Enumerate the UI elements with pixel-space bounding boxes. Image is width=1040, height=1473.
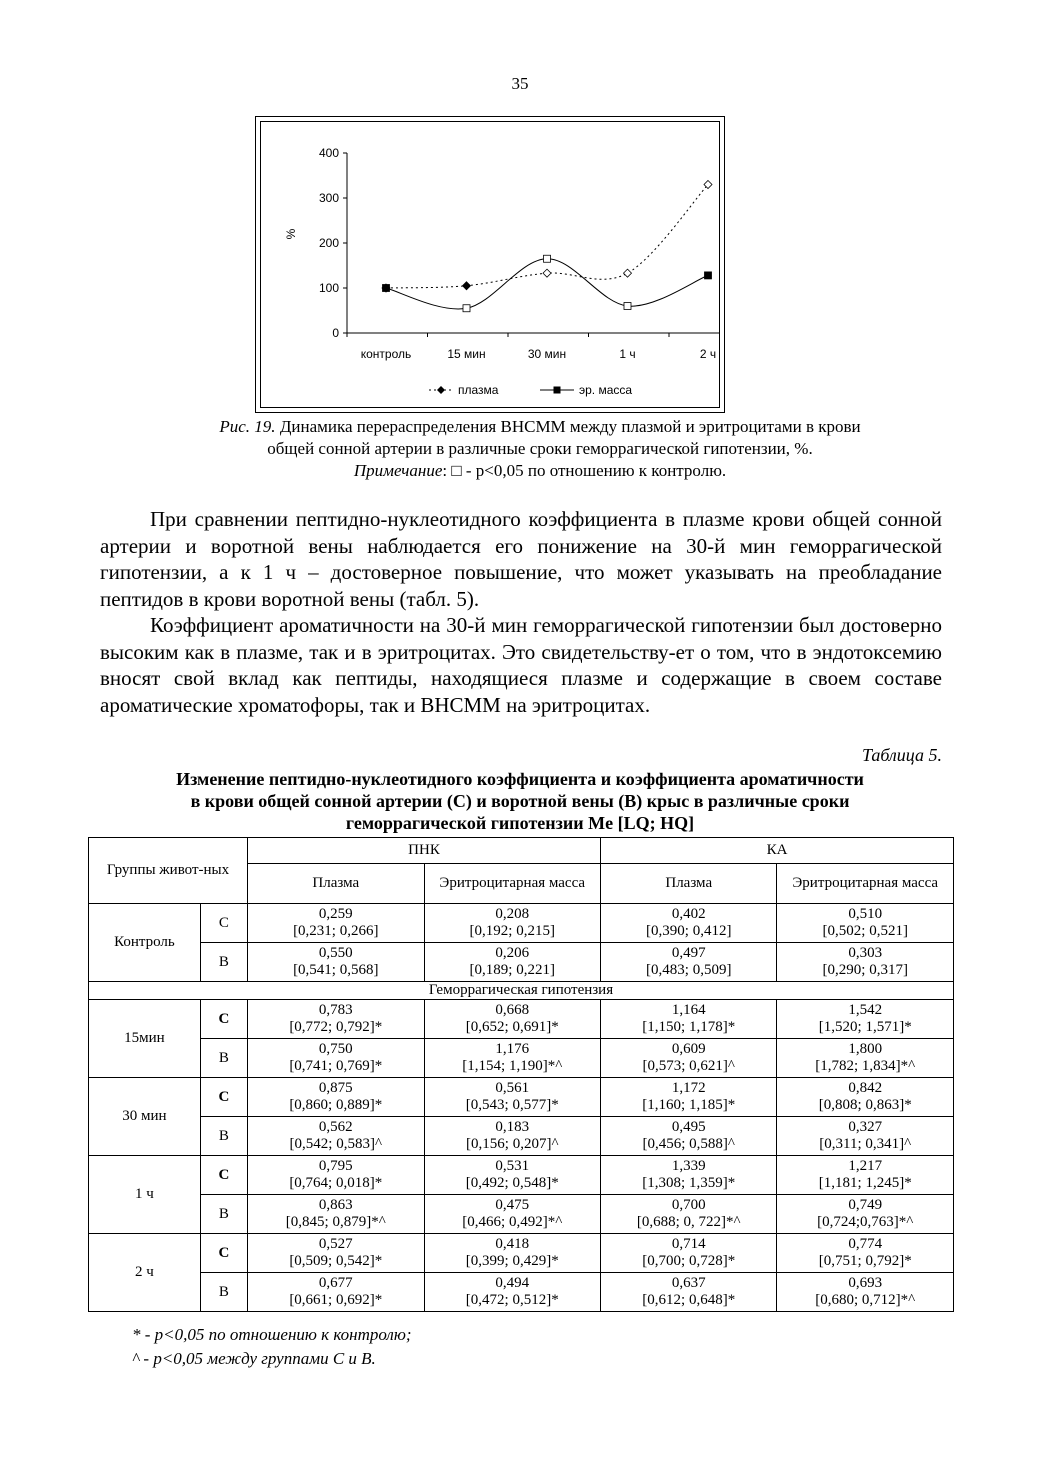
figure-frame <box>255 116 725 413</box>
median-value: 1,339 <box>671 1158 706 1174</box>
quartile-range: [0,466; 0,492]*^ <box>462 1214 563 1230</box>
value-cell <box>777 1234 954 1273</box>
median-value: 0,875 <box>318 1080 353 1096</box>
value-cell <box>777 1000 954 1039</box>
table-row <box>89 1273 954 1312</box>
footnote-2: ^ - p<0,05 между группами С и В. <box>132 1349 376 1368</box>
data-point-erythro <box>383 285 390 292</box>
subgroup-label: В <box>200 943 247 982</box>
header-ka-plasma: Плазма <box>601 864 777 904</box>
median-value: 0,749 <box>848 1197 883 1213</box>
value-cell <box>424 1117 600 1156</box>
table-title-line: геморрагической гипотензии Me [LQ; HQ] <box>345 813 695 833</box>
median-value: 0,609 <box>671 1041 706 1057</box>
quartile-range: [0,680; 0,712]*^ <box>815 1292 916 1308</box>
value-cell <box>424 1234 600 1273</box>
value-cell <box>424 1156 600 1195</box>
figure-label: Рис. 19. <box>219 417 276 436</box>
data-point-erythro <box>544 255 551 262</box>
value-cell <box>248 904 424 943</box>
median-value: 0,714 <box>671 1236 706 1252</box>
section-label: Геморрагическая гипотензия <box>89 982 954 1000</box>
median-value: 0,475 <box>495 1197 530 1213</box>
value-cell <box>601 1039 777 1078</box>
value-cell <box>777 1078 954 1117</box>
quartile-range: [0,492; 0,548]* <box>465 1175 559 1191</box>
header-ka-erythro: Эритроцитарная масса <box>777 864 954 904</box>
median-value: 0,693 <box>848 1275 883 1291</box>
median-value: 0,668 <box>495 1002 530 1018</box>
value-cell <box>777 1195 954 1234</box>
subgroup-label: В <box>200 1117 247 1156</box>
median-value: 1,176 <box>495 1041 530 1057</box>
subgroup-label: С <box>200 904 247 943</box>
median-value: 1,217 <box>848 1158 883 1174</box>
quartile-range: [0,542; 0,583]^ <box>289 1136 382 1152</box>
median-value: 0,750 <box>318 1041 353 1057</box>
median-value: 1,164 <box>671 1002 706 1018</box>
quartile-range: [0,399; 0,429]* <box>465 1253 559 1269</box>
header-pnk-erythro: Эритроцитарная масса <box>424 864 600 904</box>
quartile-range: [0,189; 0,221] <box>469 962 555 978</box>
median-value: 0,183 <box>495 1119 530 1135</box>
quartile-range: [1,160; 1,185]* <box>642 1097 736 1113</box>
median-value: 1,800 <box>848 1041 883 1057</box>
value-cell <box>424 1273 600 1312</box>
subgroup-label: В <box>200 1039 247 1078</box>
median-value: 0,527 <box>318 1236 353 1252</box>
value-cell <box>777 943 954 982</box>
median-value: 0,510 <box>848 906 883 922</box>
quartile-range: [1,154; 1,190]*^ <box>462 1058 563 1074</box>
quartile-range: [1,150; 1,178]* <box>642 1019 736 1035</box>
data-point-erythro <box>463 305 470 312</box>
x-tick-label: контроль <box>360 347 412 361</box>
value-cell <box>601 943 777 982</box>
quartile-range: [0,751; 0,792]* <box>818 1253 912 1269</box>
median-value: 0,259 <box>318 906 353 922</box>
data-point-plasma <box>624 269 632 277</box>
table-row <box>89 1195 954 1234</box>
y-tick-label: 400 <box>318 146 339 160</box>
value-cell <box>424 943 600 982</box>
header-pnk-plasma: Плазма <box>248 864 424 904</box>
figure-note-text: : □ - р<0,05 по отношению к контролю. <box>442 461 727 480</box>
value-cell <box>248 1234 424 1273</box>
legend-label-erythro: эр. масса <box>579 383 633 397</box>
data-point-erythro <box>624 303 631 310</box>
quartile-range: [1,308; 1,359]* <box>642 1175 736 1191</box>
table-row <box>89 1117 954 1156</box>
data-point-plasma <box>543 269 551 277</box>
quartile-range: [0,156; 0,207]^ <box>466 1136 559 1152</box>
quartile-range: [0,612; 0,648]* <box>642 1292 736 1308</box>
quartile-range: [0,661; 0,692]* <box>289 1292 383 1308</box>
table-row <box>89 904 954 943</box>
value-cell <box>601 1000 777 1039</box>
value-cell <box>248 1000 424 1039</box>
quartile-range: [1,520; 1,571]* <box>818 1019 912 1035</box>
quartile-range: [0,502; 0,521] <box>822 923 908 939</box>
x-tick-label: 30 мин <box>527 347 567 361</box>
value-cell <box>777 1273 954 1312</box>
legend-label-plasma: плазма <box>458 383 499 397</box>
series-line-erythro <box>386 259 708 309</box>
value-cell <box>424 1195 600 1234</box>
header-groups: Группы живот-ных <box>89 838 248 904</box>
quartile-range: [0,688; 0, 722]*^ <box>636 1214 741 1230</box>
legend-marker-plasma <box>437 386 445 394</box>
table-row <box>89 1078 954 1117</box>
data-point-plasma <box>463 282 471 290</box>
quartile-range: [0,724;0,763]*^ <box>817 1214 914 1230</box>
value-cell <box>601 1234 777 1273</box>
legend-marker-erythro <box>554 387 561 394</box>
median-value: 0,208 <box>495 906 530 922</box>
quartile-range: [0,808; 0,863]* <box>818 1097 912 1113</box>
quartile-range: [0,231; 0,266] <box>293 923 379 939</box>
x-tick-label: 2 ч <box>699 347 717 361</box>
table-row <box>89 1156 954 1195</box>
median-value: 0,842 <box>848 1080 883 1096</box>
data-table <box>88 837 954 1312</box>
quartile-range: [1,782; 1,834]*^ <box>815 1058 916 1074</box>
y-tick-label: 100 <box>318 281 339 295</box>
figure-caption-line-1 <box>100 416 980 438</box>
paragraph-text: Коэффициент ароматичности на 30-й мин геморрагической гипотензии был достоверно высоким как в плазме, так и в эритроцитах. Это свидетельству-ет о том, что в эндотоксемию вносят свой вклад как пептиды, находящиеся плазме и содержащие в своем составе ароматические хроматофоры, так и ВНСММ на эритроцитах. <box>100 613 942 717</box>
y-tick-label: 0 <box>332 326 339 340</box>
group-name: Контроль <box>89 904 201 982</box>
quartile-range: [0,290; 0,317] <box>822 962 908 978</box>
median-value: 0,402 <box>671 906 706 922</box>
quartile-range: [0,192; 0,215] <box>469 923 555 939</box>
subgroup-label: С <box>200 1234 247 1273</box>
median-value: 0,795 <box>318 1158 353 1174</box>
value-cell <box>601 1156 777 1195</box>
quartile-range: [0,472; 0,512]* <box>465 1292 559 1308</box>
value-cell <box>424 1039 600 1078</box>
header-ka: КА <box>601 838 954 864</box>
x-tick-label: 15 мин <box>447 347 486 361</box>
data-point-erythro <box>705 272 712 279</box>
value-cell <box>777 904 954 943</box>
value-cell <box>248 943 424 982</box>
median-value: 0,418 <box>495 1236 530 1252</box>
y-tick-label: 200 <box>318 236 339 250</box>
group-name: 15мин <box>89 1000 201 1078</box>
table-row <box>89 943 954 982</box>
figure-caption-text: Динамика перераспределения ВНСММ между плазмой и эритроцитами в крови <box>275 417 861 436</box>
value-cell <box>248 1039 424 1078</box>
subgroup-label: В <box>200 1195 247 1234</box>
value-cell <box>601 1078 777 1117</box>
quartile-range: [0,509; 0,542]* <box>289 1253 383 1269</box>
value-cell <box>248 1195 424 1234</box>
subgroup-label: С <box>200 1078 247 1117</box>
quartile-range: [1,181; 1,245]* <box>818 1175 912 1191</box>
quartile-range: [0,543; 0,577]* <box>465 1097 559 1113</box>
line-chart <box>261 122 719 407</box>
quartile-range: [0,741; 0,769]* <box>289 1058 383 1074</box>
median-value: 0,327 <box>848 1119 883 1135</box>
value-cell <box>424 1000 600 1039</box>
value-cell <box>248 1156 424 1195</box>
value-cell <box>248 1273 424 1312</box>
median-value: 1,542 <box>848 1002 883 1018</box>
group-name: 2 ч <box>89 1234 201 1312</box>
median-value: 1,172 <box>671 1080 706 1096</box>
group-name: 1 ч <box>89 1156 201 1234</box>
table-row <box>89 1039 954 1078</box>
quartile-range: [0,772; 0,792]* <box>289 1019 383 1035</box>
figure-note-label: Примечание <box>353 461 443 480</box>
subgroup-label: С <box>200 1000 247 1039</box>
median-value: 0,637 <box>671 1275 706 1291</box>
table-title <box>80 768 960 834</box>
table-title-line: Изменение пептидно-нуклеотидного коэффициента и коэффициента ароматичности <box>176 769 864 789</box>
value-cell <box>248 1117 424 1156</box>
table-row <box>89 1000 954 1039</box>
quartile-range: [0,860; 0,889]* <box>289 1097 383 1113</box>
quartile-range: [0,764; 0,018]* <box>289 1175 383 1191</box>
value-cell <box>601 904 777 943</box>
paragraph-text: При сравнении пептидно-нуклеотидного коэффициента в плазме крови общей сонной артерии и воротной вены наблюдается его понижение на 30-й мин геморрагической гипотензии, а к 1 ч – достоверное повышение, что может указывать на преобладание пептидов в крови воротной вены (табл. 5). <box>100 507 942 611</box>
figure-note <box>100 460 980 482</box>
subgroup-label: С <box>200 1156 247 1195</box>
value-cell <box>777 1117 954 1156</box>
median-value: 0,863 <box>318 1197 353 1213</box>
quartile-range: [0,390; 0,412] <box>646 923 732 939</box>
header-pnk: ПНК <box>248 838 601 864</box>
median-value: 0,206 <box>495 945 530 961</box>
quartile-range: [0,456; 0,588]^ <box>642 1136 735 1152</box>
value-cell <box>424 904 600 943</box>
value-cell <box>777 1156 954 1195</box>
median-value: 0,561 <box>495 1080 530 1096</box>
footnote-1: * - p<0,05 по отношению к контролю; <box>132 1325 412 1344</box>
median-value: 0,495 <box>671 1119 706 1135</box>
y-axis-label: % <box>284 228 298 240</box>
y-tick-label: 300 <box>318 191 339 205</box>
value-cell <box>248 1078 424 1117</box>
quartile-range: [0,311; 0,341]^ <box>819 1136 912 1152</box>
table-title-line: в крови общей сонной артерии (С) и воротной вены (В) крыс в различные сроки <box>190 791 850 811</box>
paragraph-1 <box>100 506 942 612</box>
quartile-range: [0,483; 0,509] <box>646 962 732 978</box>
median-value: 0,774 <box>848 1236 883 1252</box>
table-label: Таблица 5. <box>861 745 942 765</box>
value-cell <box>424 1078 600 1117</box>
median-value: 0,531 <box>495 1158 530 1174</box>
quartile-range: [0,652; 0,691]* <box>465 1019 559 1035</box>
median-value: 0,700 <box>671 1197 706 1213</box>
chart-area <box>260 121 720 408</box>
median-value: 0,303 <box>848 945 883 961</box>
quartile-range: [0,573; 0,621]^ <box>642 1058 735 1074</box>
quartile-range: [0,700; 0,728]* <box>642 1253 736 1269</box>
group-name: 30 мин <box>89 1078 201 1156</box>
value-cell <box>601 1117 777 1156</box>
subgroup-label: В <box>200 1273 247 1312</box>
value-cell <box>601 1273 777 1312</box>
page-number: 35 <box>511 74 529 93</box>
value-cell <box>601 1195 777 1234</box>
quartile-range: [0,541; 0,568] <box>293 962 379 978</box>
quartile-range: [0,845; 0,879]*^ <box>285 1214 386 1230</box>
median-value: 0,494 <box>495 1275 530 1291</box>
median-value: 0,497 <box>671 945 706 961</box>
x-tick-label: 1 ч <box>619 347 636 361</box>
paragraph-2 <box>100 612 942 718</box>
median-value: 0,783 <box>318 1002 353 1018</box>
section-row <box>89 982 954 1000</box>
table-row <box>89 1234 954 1273</box>
median-value: 0,550 <box>318 945 353 961</box>
median-value: 0,562 <box>318 1119 353 1135</box>
figure-caption-line-2: общей сонной артерии в различные сроки геморрагической гипотензии, %. <box>267 439 813 458</box>
value-cell <box>777 1039 954 1078</box>
median-value: 0,677 <box>318 1275 353 1291</box>
